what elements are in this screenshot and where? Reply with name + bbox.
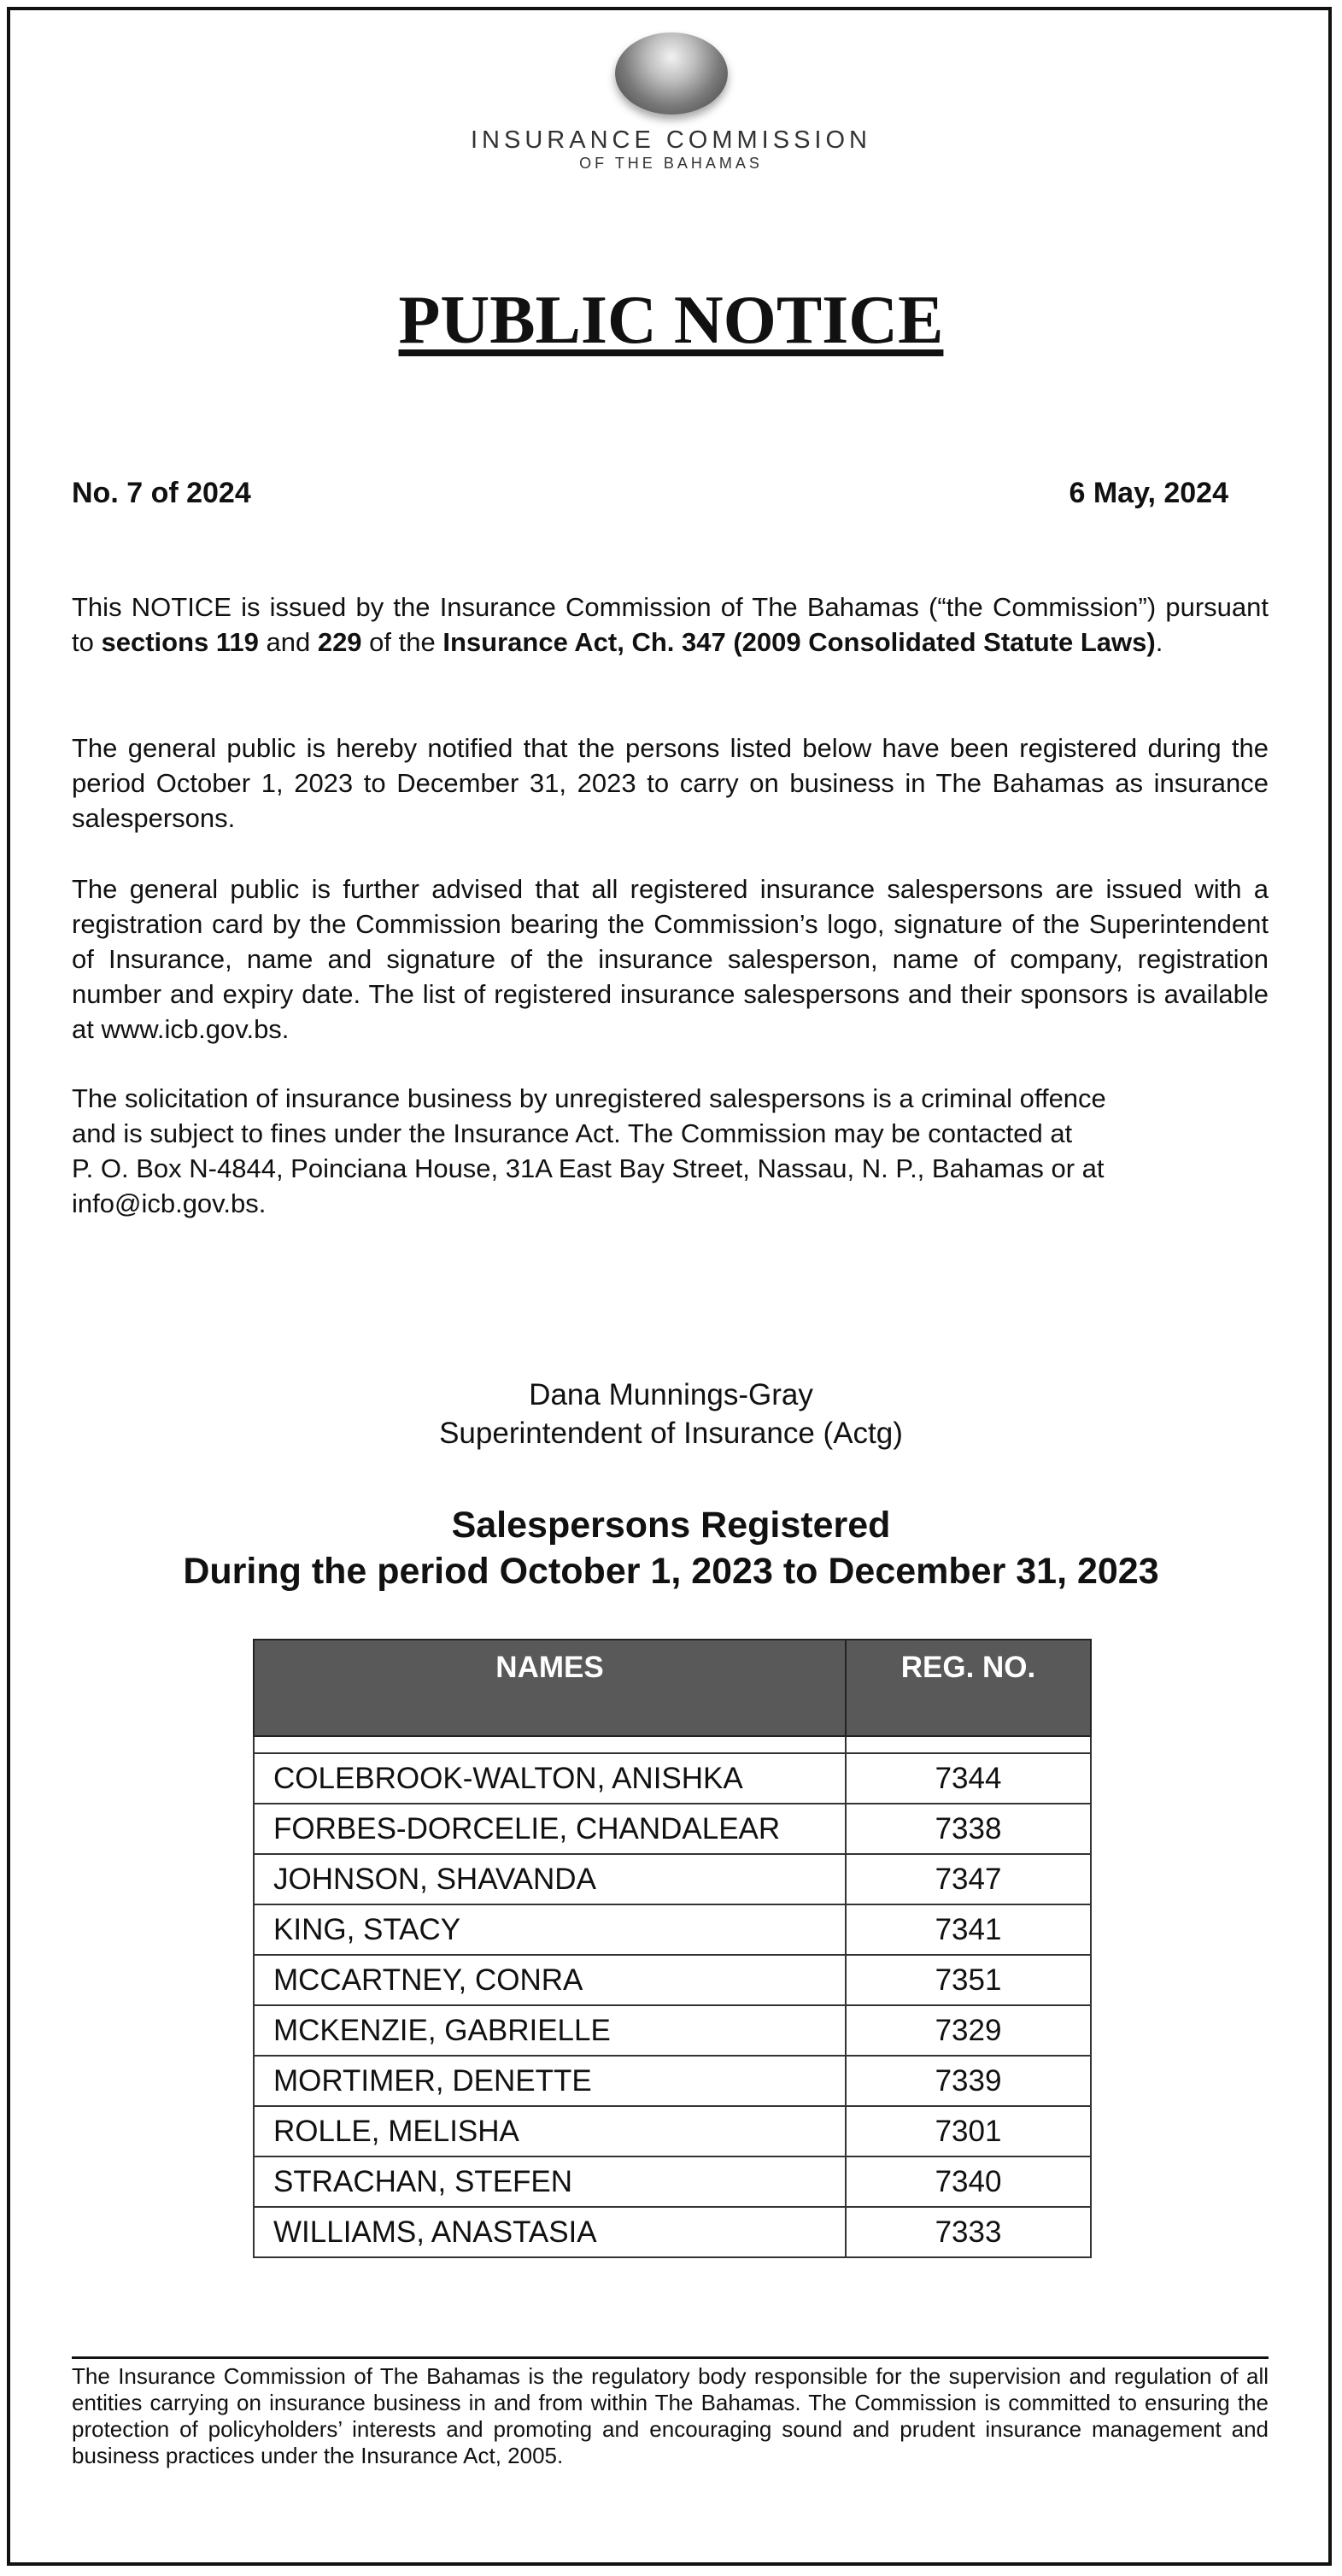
salesperson-name: MCKENZIE, GABRIELLE (254, 2005, 846, 2056)
registration-number: 7344 (846, 1753, 1091, 1804)
column-header-names: NAMES (254, 1640, 846, 1736)
list-heading: Salespersons Registered During the period October 1, 2023 to December 31, 2023 (183, 1505, 1159, 1592)
signatory-name: Dana Munnings-Gray (529, 1378, 813, 1411)
registration-number: 7347 (846, 1854, 1091, 1904)
salesperson-name: MORTIMER, DENETTE (254, 2056, 846, 2106)
commission-logo (0, 32, 1342, 173)
table-row (254, 2156, 1091, 2207)
salesperson-name: COLEBROOK-WALTON, ANISHKA (254, 1753, 846, 1804)
paragraph-registration-card: The general public is further advised that all registered insurance salespersons are issued with a registration card by the Commission bearing the Commission’s logo, signature of the Superintendent of Insurance, name and signature of the insurance salesperson, name of company, registration number and expiry date. The list of registered insurance salespersons and their sponsors is available at www.icb.gov.bs. (72, 874, 1269, 1044)
table-row (254, 1753, 1091, 1804)
salespersons-table (253, 1639, 1092, 2258)
notice-number: No. 7 of 2024 (72, 477, 251, 509)
salesperson-name: KING, STACY (254, 1904, 846, 1955)
table-row (254, 1955, 1091, 2005)
registration-number: 7338 (846, 1804, 1091, 1854)
footer-divider (72, 2356, 1269, 2359)
paragraph-registration: The general public is hereby notified that the persons listed below have been registered during the period October 1, 2023 to December 31, 2023 to carry on business in The Bahamas as insurance salespersons. (72, 733, 1269, 833)
registration-number: 7333 (846, 2207, 1091, 2257)
paragraph-contact: The solicitation of insurance business by unregistered salespersons is a criminal offence and is subject to fines under the Insurance Act. The Commission may be contacted at P. O. Box N-4844, Poinciana House, 31A East Bay Street, Nassau, N. P., Bahamas or at info@icb.gov.bs. (72, 1083, 1106, 1218)
table-row (254, 1904, 1091, 1955)
table-row (254, 2106, 1091, 2156)
footer-statement: The Insurance Commission of The Bahamas is the regulatory body responsible for the supervision and regulation of all entities carrying on insurance business in and from within The Bahamas. The Commission is committed to ensuring the protection of policyholders’ interests and promoting and encouraging sound and prudent insurance management and business practices under the Insurance Act, 2005. (72, 2363, 1269, 2468)
notice-date: 6 May, 2024 (1069, 477, 1228, 509)
registration-number: 7340 (846, 2156, 1091, 2207)
signature-block (0, 1376, 1342, 1452)
registration-number: 7341 (846, 1904, 1091, 1955)
column-header-reg-no: REG. NO. (846, 1640, 1091, 1736)
paragraph-issuance: This NOTICE is issued by the Insurance Commission of The Bahamas (“the Commission”) pursuant to sections 119 and 229 of the Insurance Act, Ch. 347 (2009 Consolidated Statute Laws). (72, 592, 1269, 657)
salesperson-name: WILLIAMS, ANASTASIA (254, 2207, 846, 2257)
table-row (254, 2207, 1091, 2257)
table-row (254, 1854, 1091, 1904)
logo-org-subtitle: OF THE BAHAMAS (579, 155, 763, 172)
registration-number: 7301 (846, 2106, 1091, 2156)
salesperson-name: ROLLE, MELISHA (254, 2106, 846, 2156)
page-title: PUBLIC NOTICE (398, 283, 944, 358)
signatory-role: Superintendent of Insurance (Actg) (439, 1417, 903, 1450)
salesperson-name: MCCARTNEY, CONRA (254, 1955, 846, 2005)
registration-number: 7351 (846, 1955, 1091, 2005)
table-row (254, 1804, 1091, 1854)
logo-emblem (615, 32, 728, 114)
registration-number: 7329 (846, 2005, 1091, 2056)
table-row (254, 2005, 1091, 2056)
table-row (254, 2056, 1091, 2106)
salesperson-name: STRACHAN, STEFEN (254, 2156, 846, 2207)
salesperson-name: JOHNSON, SHAVANDA (254, 1854, 846, 1904)
logo-org-name: INSURANCE COMMISSION (471, 126, 871, 154)
registration-number: 7339 (846, 2056, 1091, 2106)
salesperson-name: FORBES-DORCELIE, CHANDALEAR (254, 1804, 846, 1854)
